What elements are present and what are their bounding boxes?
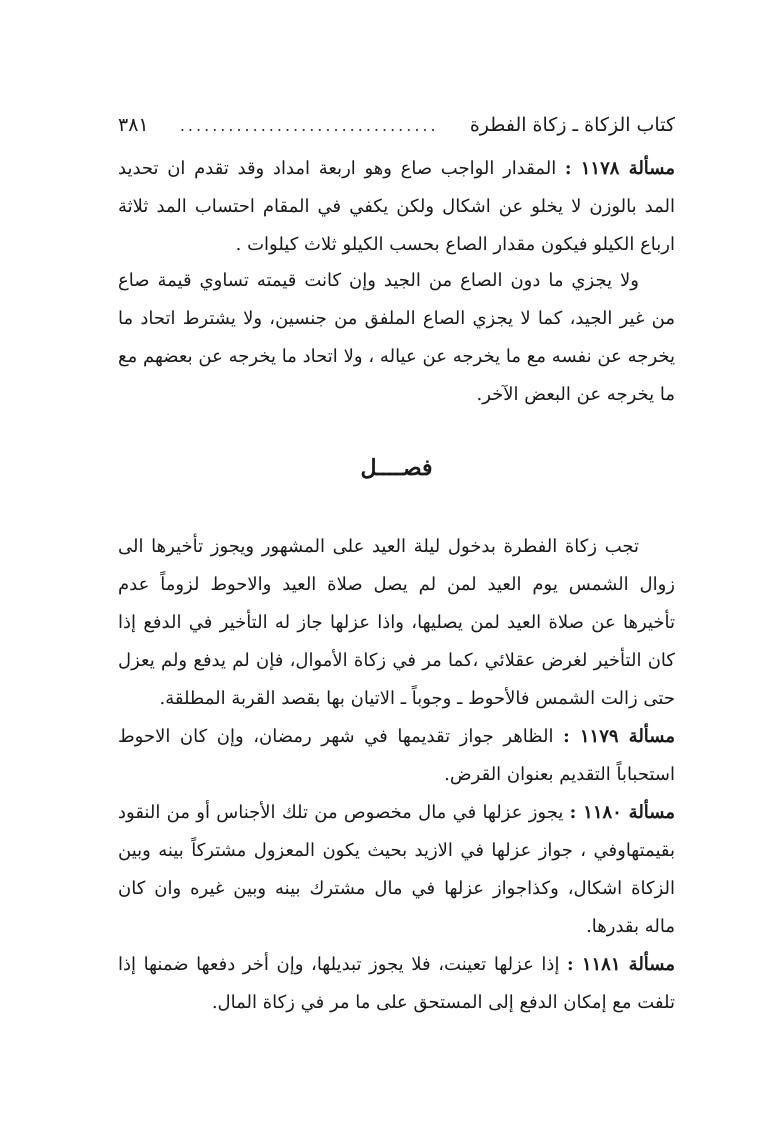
issue-1179 <box>118 718 675 794</box>
issue-1179-paragraph <box>118 718 675 794</box>
paragraph-3-text: تجب زكاة الفطرة بدخول ليلة العيد على المشهور ويجوز تأخيرها الى زوال الشمس يوم العيد لمن لم يصل صلاة العيد والاحوط لزوماً عدم تأخيرها عن صلاة العيد لمن يصليها، واذا عزلها جاز له التأخير في الدفع إذا كان التأخير لغرض عقلائي ،كما مر في زكاة الأموال، فإن لم يدفع ولم يعزل حتى زالت الشمس فالأحوط ـ وجوباً ـ الاتيان بها بقصد القربة المطلقة. <box>118 536 675 709</box>
leader-dots: ................................ <box>179 115 439 135</box>
issue-1180-paragraph <box>118 794 675 946</box>
issue-1180-text: يجوز عزلها في مال مخصوص من تلك الأجناس أو من النقود بقيمتهاوفي ، جواز عزلها في الازيد بحيث يكون المعزول مشتركاً بينه وبين الزكاة اشكال، وكذاجواز عزلها في مال مشترك بينه وبين غيره وان كان ماله بقدرها. <box>118 802 675 937</box>
issue-1181 <box>118 946 675 1022</box>
section-heading: فصــــل <box>360 455 433 481</box>
running-header <box>118 110 675 140</box>
issue-1181-label: مسألة ١١٨١ : <box>567 954 675 975</box>
issue-1179-text: الظاهر جواز تقديمها في شهر رمضان، وإن كان الاحوط استحباباً التقديم بعنوان القرض. <box>118 726 675 785</box>
issue-1180 <box>118 794 675 946</box>
issue-1178 <box>118 150 675 264</box>
issue-1178-paragraph <box>118 150 675 264</box>
issue-1178-label: مسألة ١١٧٨ : <box>564 158 675 179</box>
page-number: ٣٨١ <box>118 114 149 136</box>
issue-1178-text: المقدار الواجب صاع وهو اربعة امداد وقد تقدم ان تحديد المد بالوزن لا يخلو عن اشكال ولكن يكفي في المقام احتساب المد ثلاثة ارباع الكيلو فيكون مقدار الصاع بحسب الكيلو ثلاث كيلوات . <box>118 158 675 255</box>
issue-1180-label: مسألة ١١٨٠ : <box>569 802 675 823</box>
paragraph-2 <box>118 262 675 414</box>
paragraph-2-text: ولا يجزي ما دون الصاع من الجيد وإن كانت قيمته تساوي قيمة صاع من غير الجيد، كما لا يجزي الصاع الملفق من جنسين، ولا يشترط اتحاد ما يخرجه عن نفسه مع ما يخرجه عن عياله ، ولا اتحاد ما يخرجه عن بعضهم مع ما يخرجه عن البعض الآخر. <box>118 270 675 405</box>
issue-1179-label: مسألة ١١٧٩ : <box>563 726 675 747</box>
issue-1181-text: إذا عزلها تعينت، فلا يجوز تبديلها، وإن أخر دفعها ضمنها إذا تلفت مع إمكان الدفع إلى المستحق على ما مر في زكاة المال. <box>118 954 675 1013</box>
paragraph-3 <box>118 528 675 718</box>
chapter-title: كتاب الزكاة ـ زكاة الفطرة <box>469 114 675 136</box>
issue-1181-paragraph <box>118 946 675 1022</box>
